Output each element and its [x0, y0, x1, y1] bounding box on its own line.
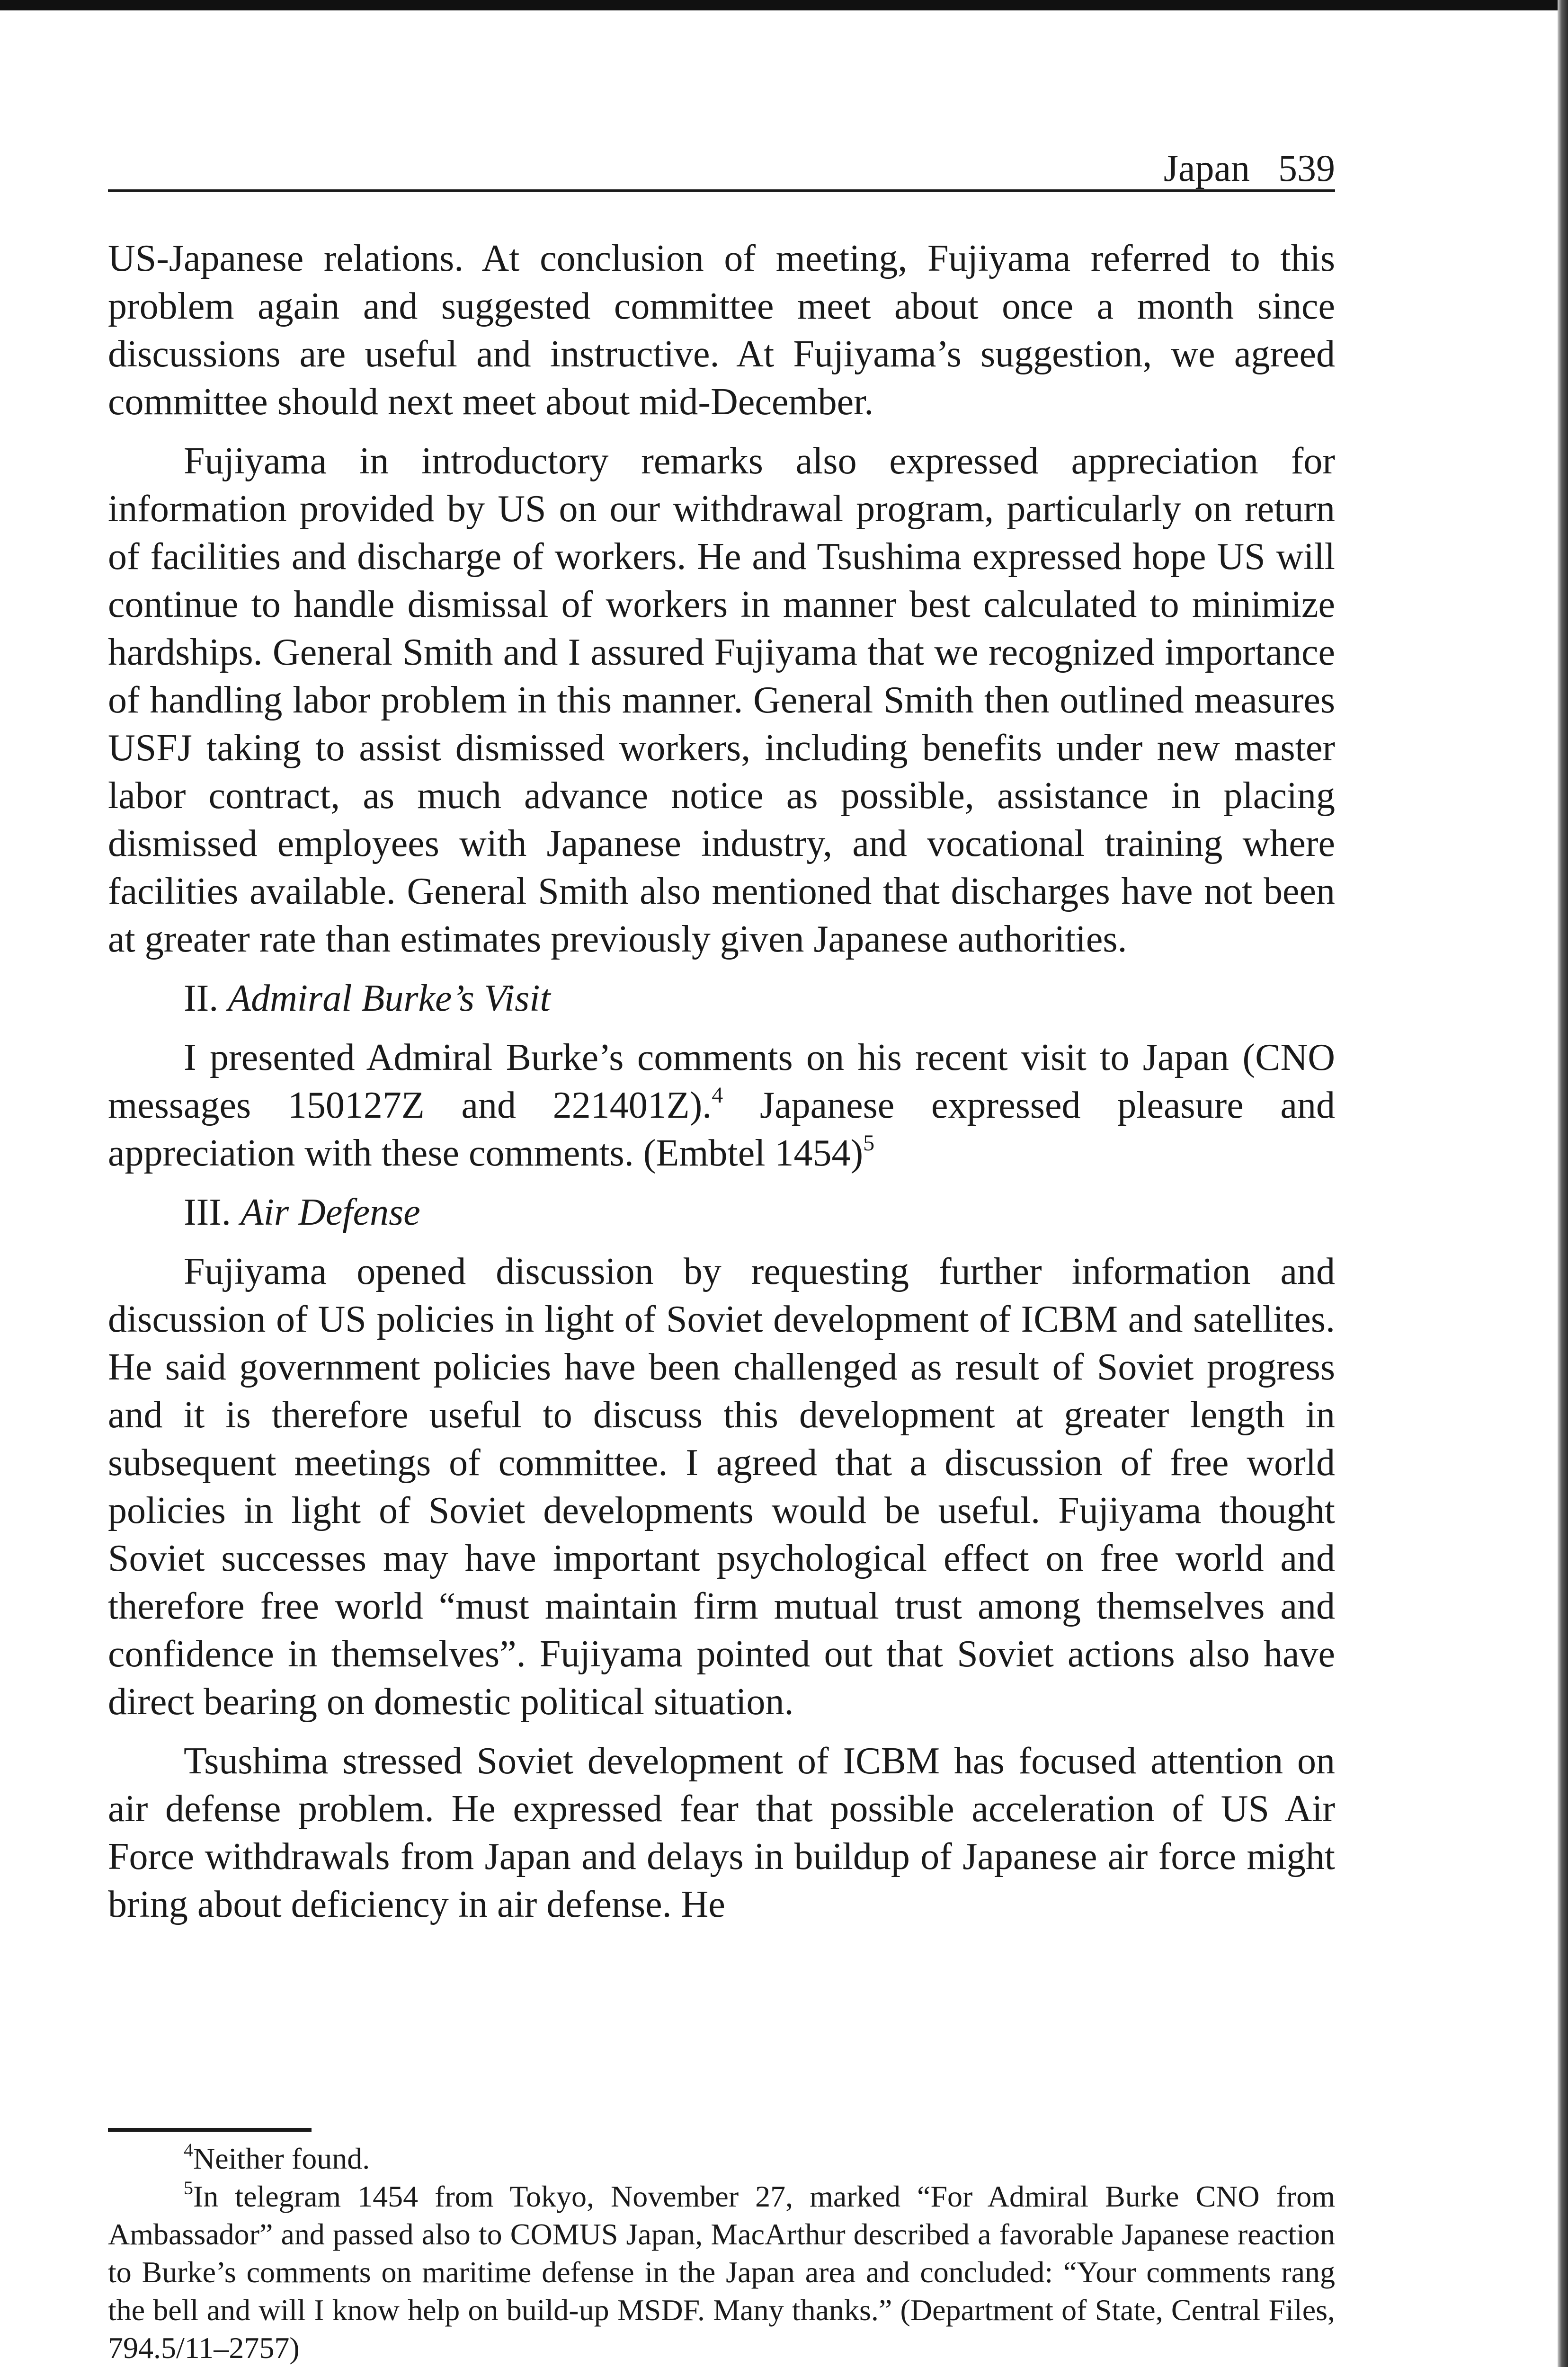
footnote-separator: [108, 2128, 312, 2132]
footnote-5: [108, 2178, 1335, 2367]
paragraph-soviet-icbm: Fujiyama opened discussion by requesting further information and discussion of US policies in light of Soviet development of ICBM and satellites. He said government policies have been challenged as result of Soviet progress and it is therefore useful to discuss this development at greater length in subsequent meetings of committee. I agreed that a discussion of free world policies in light of Soviet developments would be useful. Fujiyama thought Soviet successes may have important psychological effect on free world and therefore free world “must maintain firm mutual trust among themselves and confidence in themselves”. Fujiyama pointed out that Soviet actions also have direct bearing on domestic political situation.: [108, 1251, 1335, 1723]
footnote-text: Neither found.: [193, 2142, 370, 2175]
footnote-ref-4: 4: [712, 1083, 723, 1108]
paragraph-tsushima-air-defense: Tsushima stressed Soviet development of ICBM has focused attention on air defense problem. He expressed fear that possible acceleration of US Air Force withdrawals from Japan and delays in buildup of Japanese air force might bring about deficiency in air defense. He: [108, 1740, 1335, 1925]
paragraph-withdrawal-program: Fujiyama in introductory remarks also expressed appreciation for information provided by US on our withdrawal program, particularly on return of facilities and discharge of workers. He and Tsushima expressed hope US will continue to handle dismissal of workers in manner best calculated to minimize hardships. General Smith and I assured Fujiyama that we recognized importance of handling labor problem in this manner. General Smith then outlined measures USFJ taking to assist dismissed workers, including benefits under new master labor contract, as much advance notice as possible, assistance in placing dismissed employees with Japanese industry, and vocational training where facilities available. General Smith also mentioned that discharges have not been at greater rate than estimates previously given Japanese authorities.: [108, 440, 1335, 960]
body-text: [108, 235, 1335, 1940]
section-number: II.: [184, 978, 219, 1019]
footnote-ref-5: 5: [863, 1130, 875, 1156]
paragraph-burke-comments: [108, 1034, 1335, 1177]
paragraph-text: Japanese expressed pleasure and appreciation with these comments. (Embtel 1454): [108, 1085, 1335, 1174]
footnote-marker: 4: [184, 2139, 193, 2161]
footnote-text: In telegram 1454 from Tokyo, November 27, marked “For Admiral Burke CNO from Ambassador” and passed also to COMUS Japan, MacArthur described a favorable Japanese reaction to Burke’s comments on maritime defense in the Japan area and concluded: “Your comments rang the bell and will I know help on build-up MSDF. Many thanks.” (Department of State, Central Files, 794.5/11–2757): [108, 2180, 1335, 2365]
paragraph-text: I presented Admiral Burke’s comments on his recent visit to Japan (CNO messages 150127Z and 221401Z).: [108, 1037, 1335, 1126]
section-title: Air Defense: [240, 1192, 420, 1233]
page-header: [108, 137, 1335, 192]
footnote-marker: 5: [184, 2177, 193, 2198]
running-head: Japan 539: [1163, 148, 1335, 189]
section-heading-air-defense: [184, 1189, 1335, 1237]
section-heading-admiral-burke: [184, 975, 1335, 1023]
footnotes: [108, 2140, 1335, 2367]
paragraph-continuation: US-Japanese relations. At conclusion of meeting, Fujiyama referred to this problem again and suggested committee meet about once a month since discussions are useful and instructive. At Fujiyama’s suggestion, we agreed committee should next meet about mid-December.: [108, 238, 1335, 423]
footnote-4: [108, 2140, 1335, 2178]
section-number: III.: [184, 1192, 231, 1233]
scan-edge-right: [1558, 0, 1568, 2367]
scan-edge-top: [0, 0, 1568, 10]
section-title: Admiral Burke’s Visit: [228, 978, 551, 1019]
